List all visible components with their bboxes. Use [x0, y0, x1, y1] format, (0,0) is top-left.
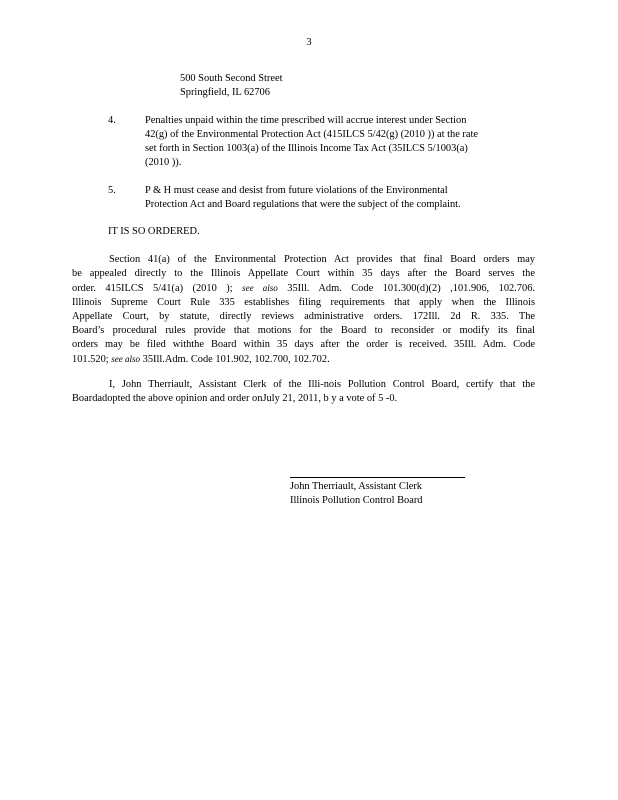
citation: order. 415ILCS 5/41(a) (2010 ); [72, 283, 233, 294]
see-also: see also [242, 283, 278, 293]
certification-paragraph [72, 378, 535, 406]
item-text [145, 184, 528, 212]
paragraph-line: I, John Therriault, Assistant Clerk of the Illi-nois Pollution Control Board, certify that the [109, 379, 535, 390]
paragraph-line [72, 281, 535, 296]
item-text [145, 114, 528, 170]
paragraph-line: Board’s procedural rules provide that motions for the Board to reconsider or modify its final [72, 325, 535, 336]
item-number: 4. [108, 115, 116, 126]
item-line: 42(g) of the Environmental Protection Act (415ILCS 5/42(g) (2010 )) at the rate [145, 129, 478, 140]
page-number: 3 [306, 37, 312, 48]
signatory-name: John Therriault, Assistant Clerk [290, 481, 422, 492]
item-number: 5. [108, 185, 116, 196]
paragraph-line: be appealed directly to the Illinois Appellate Court within 35 days after the Board serves the [72, 268, 535, 279]
citation: 35Ill. Adm. Code 101.300(d)(2) ,101.906, 102.706. [287, 283, 535, 294]
item-line: (2010 )). [145, 157, 182, 168]
paragraph-line [72, 352, 535, 367]
see-also: see also [111, 354, 141, 364]
paragraph-line: Section 41(a) of the Environmental Protection Act provides that final Board orders may [109, 254, 535, 265]
paragraph-line: orders may be filed withthe Board within 35 days after the order is received. 35Ill. Adm. Code [72, 339, 535, 350]
address-city: Springfield, IL 62706 [180, 87, 270, 98]
item-line: set forth in Section 1003(a) of the Illinois Income Tax Act (35ILCS 5/1003(a) [145, 143, 468, 154]
mailing-address [180, 72, 282, 100]
so-ordered: IT IS SO ORDERED. [108, 226, 200, 237]
signatory-office: Illinois Pollution Control Board [290, 495, 423, 506]
paragraph-line: Appellate Court, by statute, directly reviews administrative orders. 172Ill. 2d R. 335. The [72, 311, 535, 322]
citation: 35Ill.Adm. Code 101.902, 102.700, 102.702. [142, 354, 330, 365]
citation: 101.520; [72, 354, 109, 365]
paragraph-line: Boardadopted the above opinion and order onJuly 21, 2011, b y a vote of 5 -0. [72, 393, 398, 404]
item-line: Penalties unpaid within the time prescribed will accrue interest under Section [145, 115, 467, 126]
item-line: Protection Act and Board regulations that were the subject of the complaint. [145, 199, 461, 210]
appeal-paragraph [72, 253, 535, 367]
paragraph-line: Illinois Supreme Court Rule 335 establishes filing requirements that apply when the Illinois [72, 297, 535, 308]
signature-block [290, 480, 423, 508]
address-street: 500 South Second Street [180, 73, 283, 84]
item-line: P & H must cease and desist from future violations of the Environmental [145, 185, 448, 196]
signature-line [290, 477, 465, 478]
